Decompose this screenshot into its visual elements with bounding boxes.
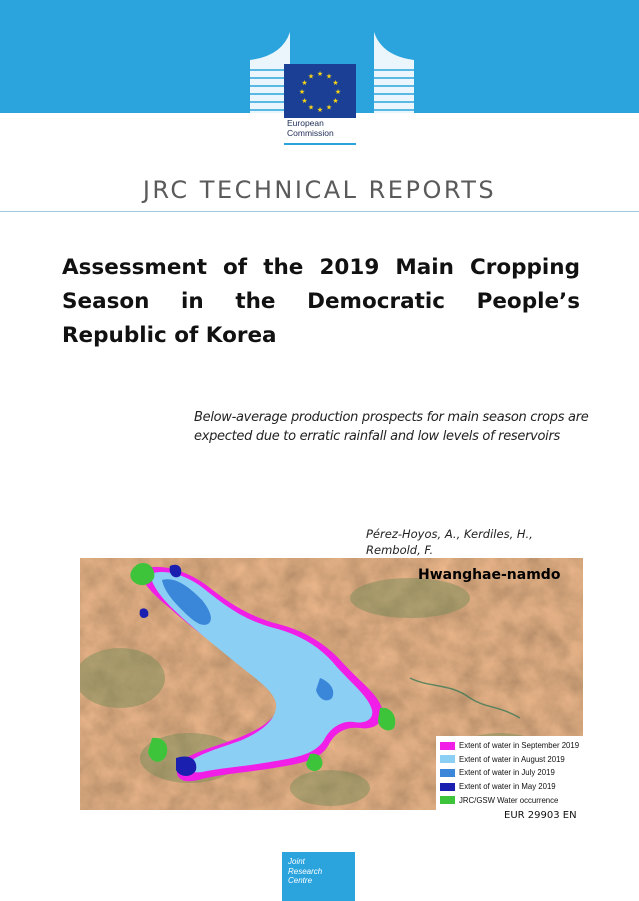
legend-swatch <box>440 769 455 777</box>
organisation-name <box>284 118 356 144</box>
legend-item-may <box>440 780 579 794</box>
legend-swatch <box>440 796 455 804</box>
organisation-line-1: European <box>287 118 324 128</box>
organisation-underline <box>284 143 356 145</box>
legend-swatch <box>440 783 455 791</box>
jrc-line-1: Joint <box>288 857 305 866</box>
legend-label: Extent of water in May 2019 <box>459 782 556 792</box>
svg-text:★: ★ <box>334 88 342 96</box>
map-legend <box>436 736 583 810</box>
svg-text:★: ★ <box>316 70 324 78</box>
svg-text:★: ★ <box>307 103 315 112</box>
legend-item-september <box>440 739 579 753</box>
svg-text:★: ★ <box>325 72 333 81</box>
report-subtitle: Below-average production prospects for main season crops are expected due to erratic rainfall and low levels of reservoirs <box>194 410 589 444</box>
jrc-line-3: Centre <box>288 876 313 885</box>
report-number: EUR 29903 EN <box>504 810 577 821</box>
svg-text:★: ★ <box>332 97 339 105</box>
authors: Pérez-Hoyos, A., Kerdiles, H., Rembold, F. <box>366 527 533 557</box>
legend-item-water-occurrence <box>440 793 579 807</box>
legend-swatch <box>440 755 455 763</box>
svg-text:★: ★ <box>325 103 333 112</box>
jrc-footer-logo <box>282 852 355 901</box>
jrc-line-2: Research <box>288 866 323 876</box>
series-divider <box>0 211 639 212</box>
organisation-line-2: Commission <box>287 128 334 138</box>
svg-text:★: ★ <box>332 79 339 87</box>
legend-item-july <box>440 766 579 780</box>
legend-label: Extent of water in July 2019 <box>459 768 555 778</box>
legend-swatch <box>440 742 455 750</box>
svg-text:★: ★ <box>298 88 306 96</box>
svg-text:★: ★ <box>307 72 315 81</box>
svg-text:★: ★ <box>301 79 308 87</box>
map-title: Hwanghae-namdo <box>418 567 561 583</box>
series-title: JRC TECHNICAL REPORTS <box>142 176 497 204</box>
svg-text:★: ★ <box>301 97 308 105</box>
legend-label: Extent of water in August 2019 <box>459 754 565 764</box>
legend-item-august <box>440 753 579 767</box>
svg-text:★: ★ <box>316 106 324 114</box>
legend-label: JRC/GSW Water occurrence <box>459 795 559 805</box>
legend-label: Extent of water in September 2019 <box>459 741 580 751</box>
report-title: Assessment of the 2019 Main Cropping Season in the Democratic People’s Republic of Korea <box>62 255 580 348</box>
